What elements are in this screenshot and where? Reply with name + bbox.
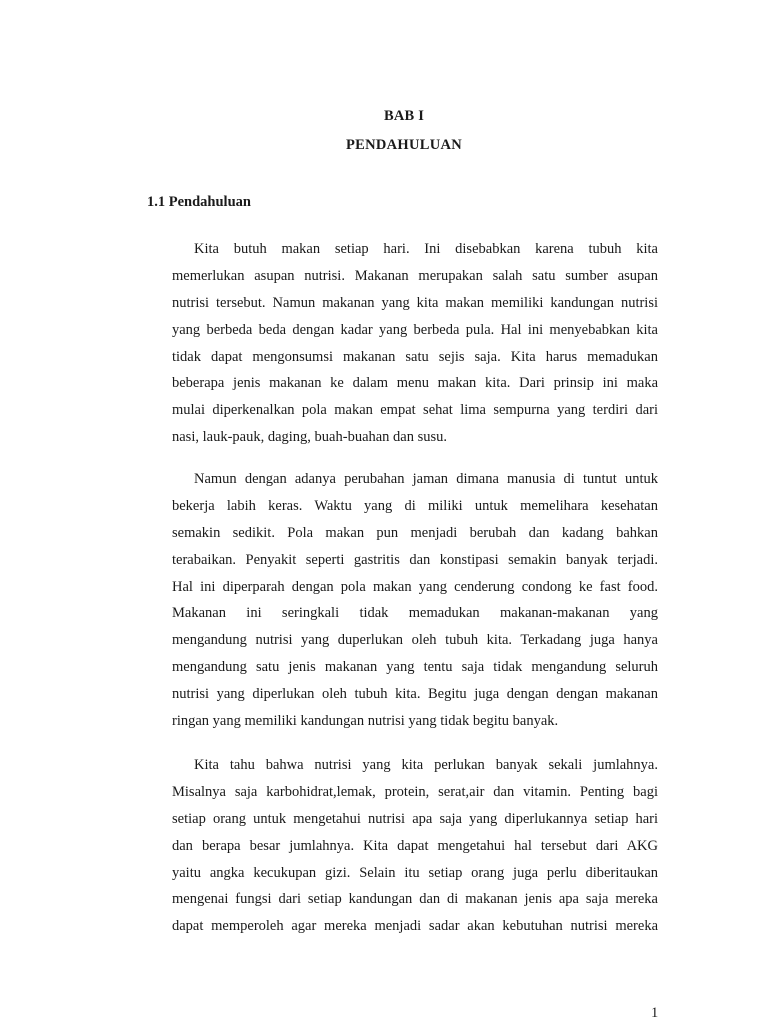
paragraph-line: beberapa jenis makanan ke dalam menu makan kita. Dari prinsip ini maka — [172, 375, 658, 392]
chapter-title: PENDAHULUAN — [345, 137, 463, 153]
paragraph-line: Makanan ini seringkali tidak memadukan makanan-makanan yang — [172, 605, 658, 622]
paragraph-line: dapat memperoleh agar mereka menjadi sadar akan kebutuhan nutrisi mereka — [172, 918, 658, 935]
paragraph-3 — [172, 752, 658, 940]
paragraph-line: Kita tahu bahwa nutrisi yang kita perlukan banyak sekali jumlahnya. — [194, 757, 658, 773]
page-number: 1 — [651, 1005, 659, 1021]
paragraph-line: Misalnya saja karbohidrat,lemak, protein, serat,air dan vitamin. Penting bagi — [172, 783, 658, 800]
chapter-number: BAB I — [383, 108, 425, 124]
paragraph-line: semakin sedikit. Pola makan pun menjadi berubah dan kadang bahkan — [172, 524, 658, 541]
paragraph-line: bekerja labih keras. Waktu yang di miliki untuk memelihara kesehatan — [172, 497, 658, 514]
paragraph-line: yang berbeda beda dengan kadar yang berbeda pula. Hal ini menyebabkan kita — [172, 321, 658, 338]
paragraph-line: nutrisi tersebut. Namun makanan yang kita makan memiliki kandungan nutrisi — [172, 294, 658, 311]
section-heading: 1.1 Pendahuluan — [147, 194, 251, 210]
paragraph-line: tidak dapat mengonsumsi makanan satu sejis saja. Kita harus memadukan — [172, 348, 658, 365]
paragraph-line: dan berapa besar jumlahnya. Kita dapat mengetahui hal tersebut dari AKG — [172, 837, 658, 854]
paragraph-2 — [172, 466, 658, 735]
paragraph-1 — [172, 236, 658, 451]
paragraph-line: Namun dengan adanya perubahan jaman dimana manusia di tuntut untuk — [194, 471, 658, 487]
paragraph-line: yaitu angka kecukupan gizi. Selain itu setiap orang juga perlu diberitaukan — [172, 864, 658, 881]
paragraph-line: mengenai fungsi dari setiap kandungan dan di makanan jenis apa saja mereka — [172, 891, 658, 908]
paragraph-line: Hal ini diperparah dengan pola makan yang cenderung condong ke fast food. — [172, 578, 658, 595]
paragraph-line: memerlukan asupan nutrisi. Makanan merupakan salah satu sumber asupan — [172, 267, 658, 284]
paragraph-line: terabaikan. Penyakit seperti gastritis dan konstipasi semakin banyak terjadi. — [172, 551, 658, 568]
paragraph-line: mengandung nutrisi yang duperlukan oleh tubuh kita. Terkadang juga hanya — [172, 632, 658, 649]
paragraph-line: nutrisi yang diperlukan oleh tubuh kita. Begitu juga dengan dengan makanan — [172, 686, 658, 703]
paragraph-line: ringan yang memiliki kandungan nutrisi yang tidak begitu banyak. — [172, 713, 559, 730]
paragraph-line: nasi, lauk-pauk, daging, buah-buahan dan susu. — [172, 429, 448, 446]
paragraph-line: mengandung satu jenis makanan yang tentu saja tidak mengandung seluruh — [172, 659, 658, 676]
paragraph-line: setiap orang untuk mengetahui nutrisi apa saja yang diperlukannya setiap hari — [172, 810, 658, 827]
paragraph-line: Kita butuh makan setiap hari. Ini disebabkan karena tubuh kita — [194, 241, 658, 257]
paragraph-line: mulai diperkenalkan pola makan empat sehat lima sempurna yang terdiri dari — [172, 402, 658, 419]
